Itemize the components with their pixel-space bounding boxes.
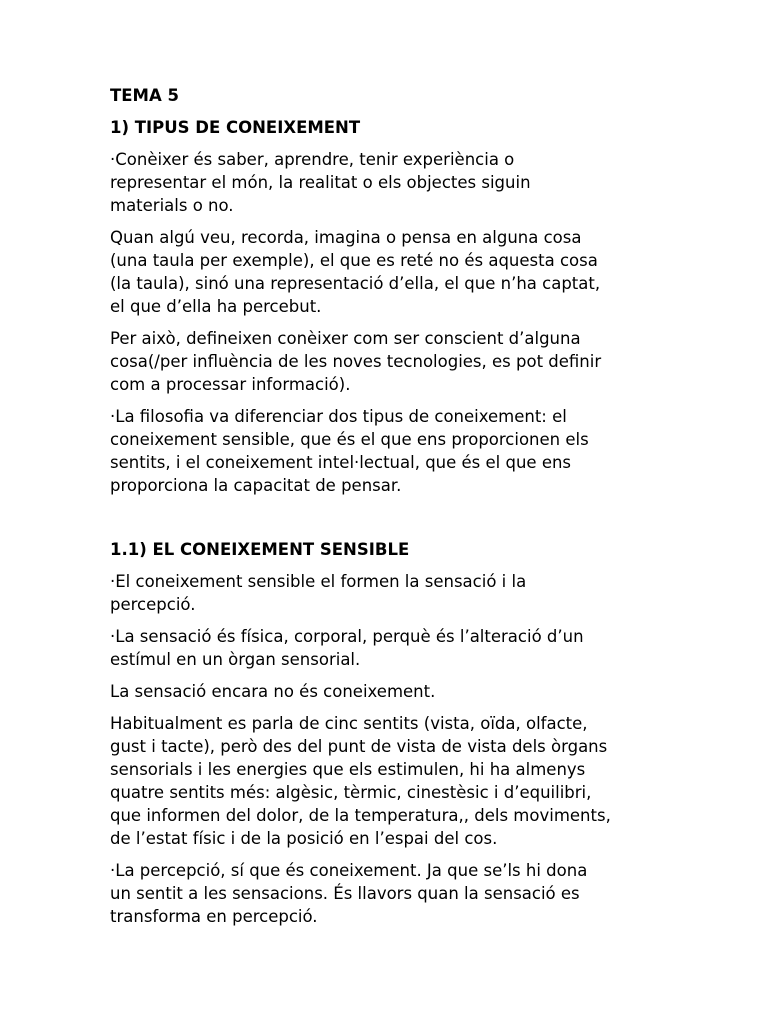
section-spacer [110, 506, 670, 538]
paragraph: ·La percepció, sí que és coneixement. Ja que se’ls hi dona un sentit a les sensacions. És llavors quan la sensació es transforma en percepció. [110, 861, 588, 926]
paragraph: ·Conèixer és saber, aprendre, tenir experiència o representar el món, la realitat o els objectes siguin materials o no. [110, 150, 531, 215]
paragraph: Quan algú veu, recorda, imagina o pensa en alguna cosa (una taula per exemple), el que es reté no és aquesta cosa (la taula), sinó una representació d’ella, el que n’ha captat, el que d’ella ha percebut. [110, 228, 601, 316]
document-title: TEMA 5 [110, 86, 179, 105]
paragraph: Habitualment es parla de cinc sentits (vista, oïda, olfacte, gust i tacte), però des del punt de vista de vista dels òrgans sensorials i les energies que els estimulen, hi ha almenys quatre sentits més: algèsic, tèrmic, cinestèsic i d’equilibri, que informen del dolor, de la temperatura,, dels moviments, de l’estat físic i de la posició en l’espai del cos. [110, 714, 611, 848]
section-heading-tipus: 1) TIPUS DE CONEIXEMENT [110, 118, 361, 137]
paragraph: ·El coneixement sensible el formen la sensació i la percepció. [110, 572, 527, 614]
section-heading-sensible: 1.1) EL CONEIXEMENT SENSIBLE [110, 540, 410, 559]
paragraph: Per això, defineixen conèixer com ser conscient d’alguna cosa(/per influència de les noves tecnologies, es pot definir com a processar informació). [110, 329, 602, 394]
paragraph: ·La sensació és física, corporal, perquè és l’alteració d’un estímul en un òrgan sensorial. [110, 627, 584, 669]
paragraph: La sensació encara no és coneixement. [110, 682, 436, 701]
document-page [110, 84, 670, 937]
paragraph: ·La filosofia va diferenciar dos tipus de coneixement: el coneixement sensible, que és el que ens proporcionen els sentits, i el coneixement intel·lectual, que és el que ens proporciona la capacitat de pensar. [110, 407, 589, 495]
